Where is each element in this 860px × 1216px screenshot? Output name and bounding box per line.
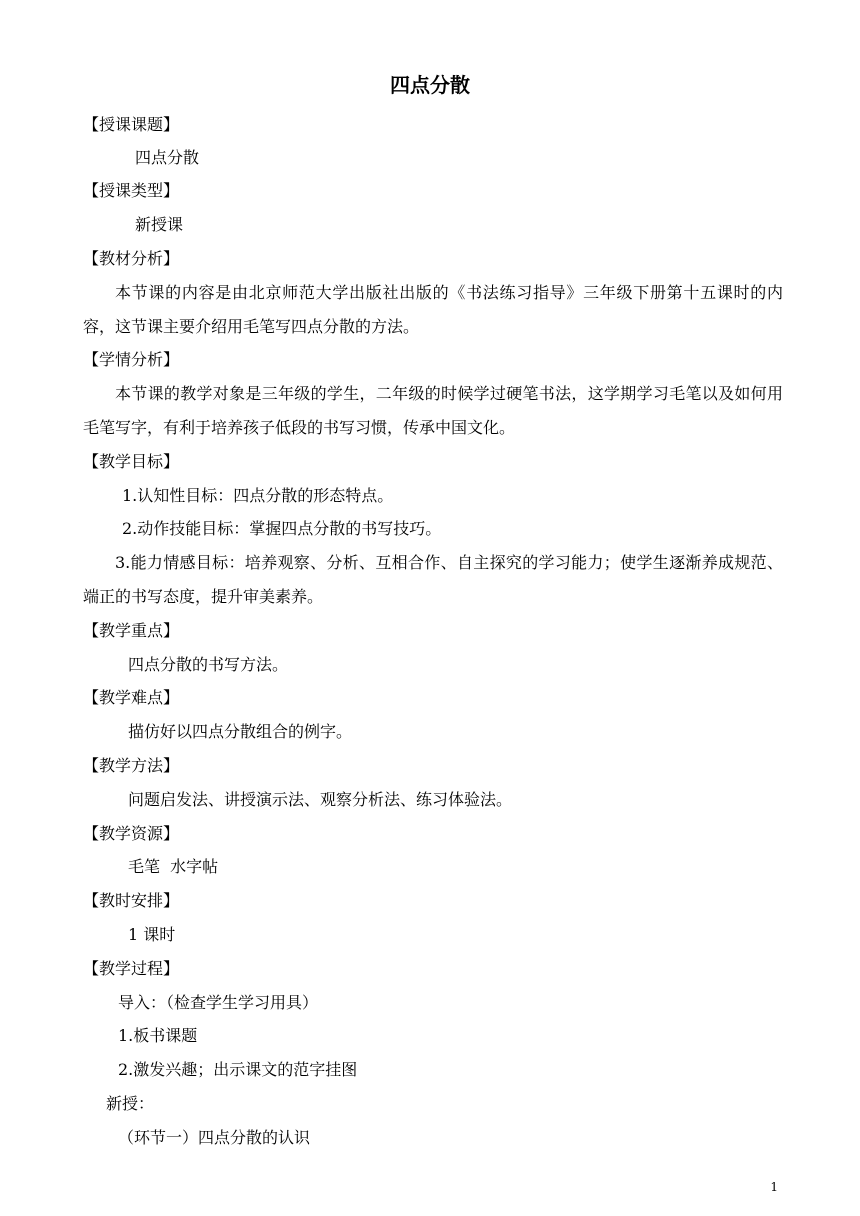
heading-type: 【授课类型】 [83,181,180,200]
heading-resources: 【教学资源】 [83,824,180,843]
topic-content: 四点分散 [135,148,200,167]
key-content: 四点分散的书写方法。 [128,655,289,674]
heading-goals: 【教学目标】 [83,452,180,471]
difficulty-content: 描仿好以四点分散组合的例字。 [128,722,353,741]
type-content: 新授课 [135,215,184,234]
goal-item-3: 3.能力情感目标：培养观察、分析、互相合作、自主探究的学习能力；使学生逐渐养成规范、端正的书写态度，提升审美素养。 [83,553,783,606]
resources-content: 毛笔 水字帖 [128,857,219,876]
process-step-1: 1.板书课题 [118,1026,198,1045]
heading-process: 【教学过程】 [83,959,180,978]
process-new-label: 新授： [106,1094,155,1113]
heading-difficulty: 【教学难点】 [83,688,180,707]
heading-topic: 【授课课题】 [83,115,180,134]
goal-item-2: 2.动作技能目标：掌握四点分散的书写技巧。 [122,519,442,538]
material-paragraph: 本节课的内容是由北京师范大学出版社出版的《书法练习指导》三年级下册第十五课时的内容，这节课主要介绍用毛笔写四点分散的方法。 [83,283,783,336]
process-intro: 导入：（检查学生学习用具） [118,993,319,1012]
heading-methods: 【教学方法】 [83,756,180,775]
heading-students: 【学情分析】 [83,350,180,369]
methods-content: 问题启发法、讲授演示法、观察分析法、练习体验法。 [128,790,513,809]
schedule-content: 1 课时 [128,925,176,944]
students-paragraph: 本节课的教学对象是三年级的学生，二年级的时候学过硬笔书法，这学期学习毛笔以及如何用毛笔写字，有利于培养孩子低段的书写习惯，传承中国文化。 [83,384,783,437]
process-phase-1: （环节一）四点分散的认识 [118,1128,311,1147]
goal-item-1: 1.认知性目标：四点分散的形态特点。 [122,486,394,505]
heading-material: 【教材分析】 [83,249,180,268]
document-title: 四点分散 [390,73,470,97]
heading-schedule: 【教时安排】 [83,891,180,910]
heading-key: 【教学重点】 [83,621,180,640]
process-step-2: 2.激发兴趣；出示课文的范字挂图 [118,1060,358,1079]
page-number: 1 [770,1180,778,1194]
